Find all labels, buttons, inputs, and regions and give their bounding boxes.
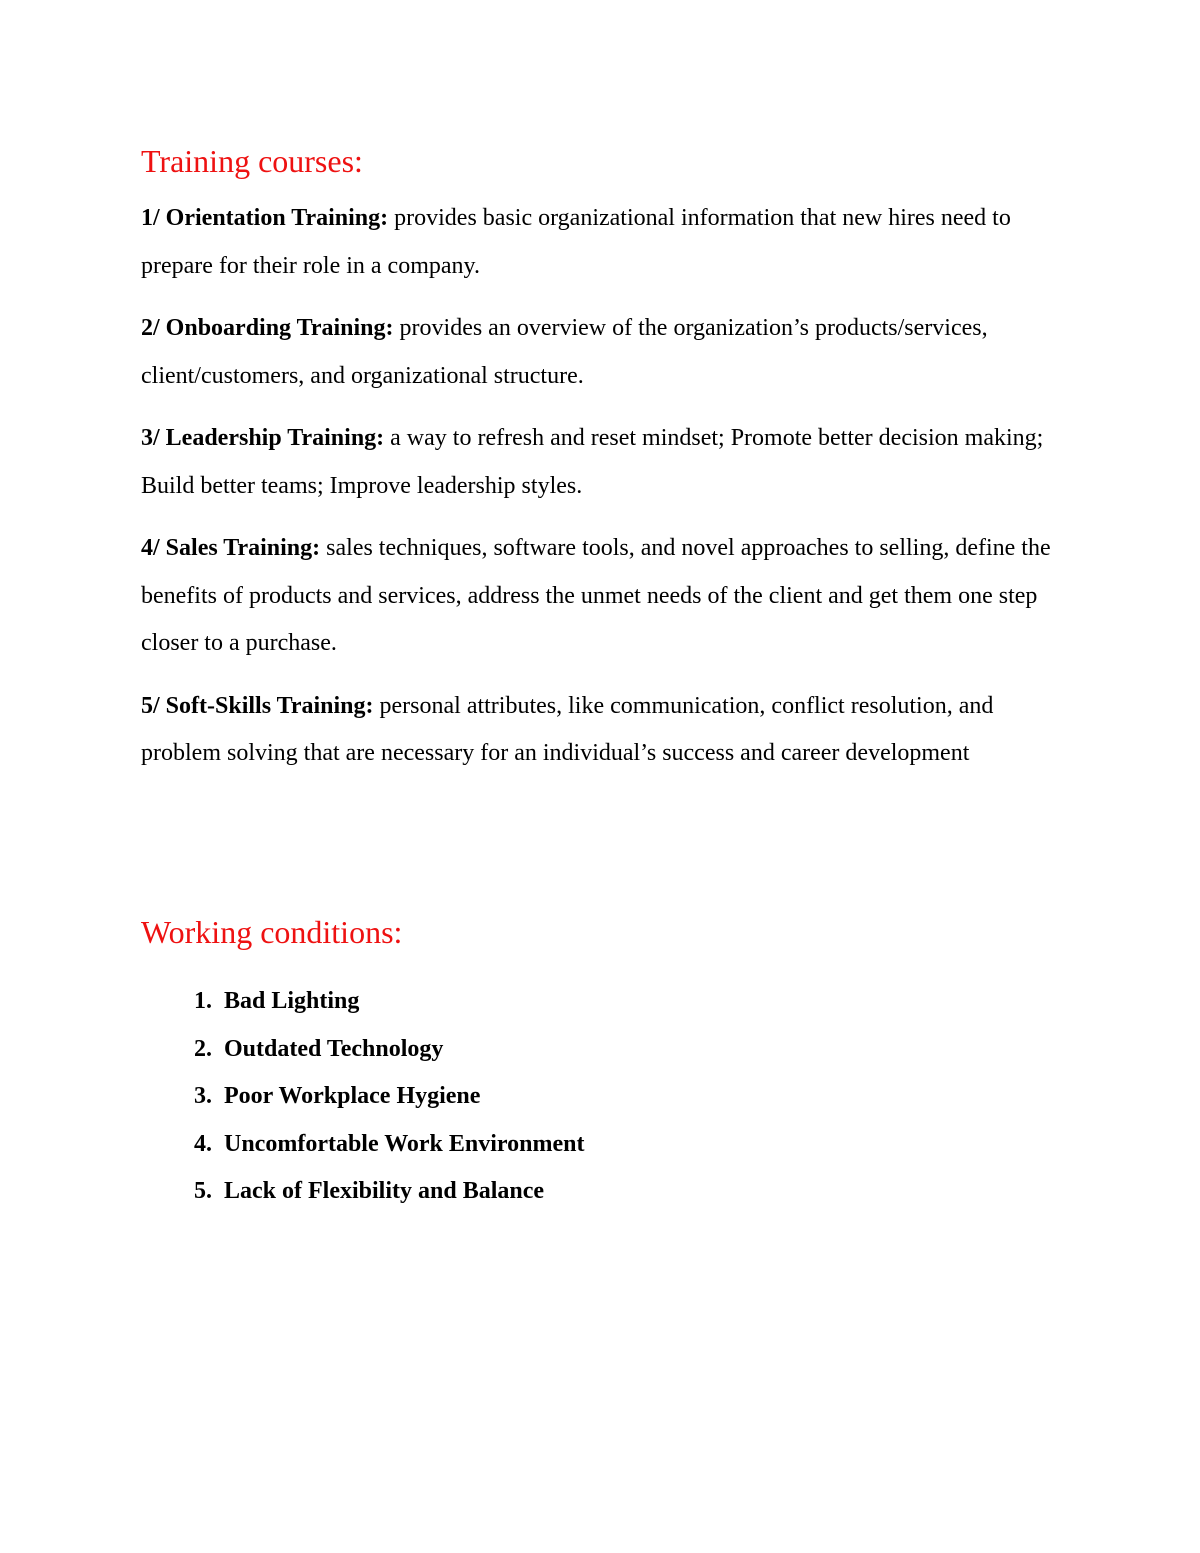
course-description: sales techniques, software tools, and novel approaches to selling, define the benefits of products and services, address the unmet needs of the client and get them one step closer to a purchase.: [141, 535, 1051, 656]
condition-item: [141, 1168, 584, 1216]
course-item: [141, 415, 1071, 510]
condition-label: Uncomfortable Work Environment: [224, 1130, 585, 1157]
working-conditions-heading: Working conditions:: [141, 914, 403, 950]
course-name: Sales Training:: [165, 535, 321, 561]
course-name: Onboarding Training:: [165, 315, 394, 341]
training-courses-heading: Training courses:: [141, 143, 363, 179]
condition-label: Outdated Technology: [224, 1035, 444, 1062]
course-description: a way to refresh and reset mindset; Promote better decision making; Build better teams; Improve leadership styles.: [141, 425, 1044, 499]
condition-number: 2.: [194, 1035, 212, 1062]
condition-item: [141, 1073, 584, 1121]
course-item: [141, 525, 1071, 668]
course-prefix: 3/: [141, 425, 166, 451]
training-courses-list: [141, 195, 1071, 793]
course-description: provides basic organizational information that new hires need to prepare for their role in a company.: [141, 205, 1011, 279]
condition-item: [141, 1026, 584, 1074]
condition-number: 3.: [194, 1083, 212, 1109]
condition-item: [141, 1121, 584, 1169]
condition-item: [141, 978, 584, 1026]
condition-label: Lack of Flexibility and Balance: [224, 1178, 545, 1204]
condition-number: 5.: [194, 1178, 212, 1204]
course-item: [141, 195, 1071, 290]
course-description: personal attributes, like communication, conflict resolution, and problem solving that are necessary for an individual’s success and career development: [141, 692, 994, 766]
condition-label: Poor Workplace Hygiene: [224, 1083, 481, 1109]
condition-label: Bad Lighting: [224, 988, 360, 1014]
course-prefix: 5/: [141, 692, 166, 719]
course-name: Soft-Skills Training:: [165, 692, 374, 719]
condition-number: 1.: [194, 988, 212, 1014]
course-prefix: 1/: [141, 205, 166, 231]
course-description: provides an overview of the organization’s products/services, client/customers, and organizational structure.: [141, 315, 988, 389]
course-name: Leadership Training:: [165, 425, 385, 451]
working-conditions-list: [141, 978, 584, 1216]
condition-number: 4.: [194, 1130, 212, 1157]
course-item: [141, 683, 1071, 778]
course-prefix: 2/: [141, 315, 166, 341]
course-name: Orientation Training:: [165, 205, 389, 231]
course-item: [141, 305, 1071, 400]
course-prefix: 4/: [141, 535, 166, 561]
